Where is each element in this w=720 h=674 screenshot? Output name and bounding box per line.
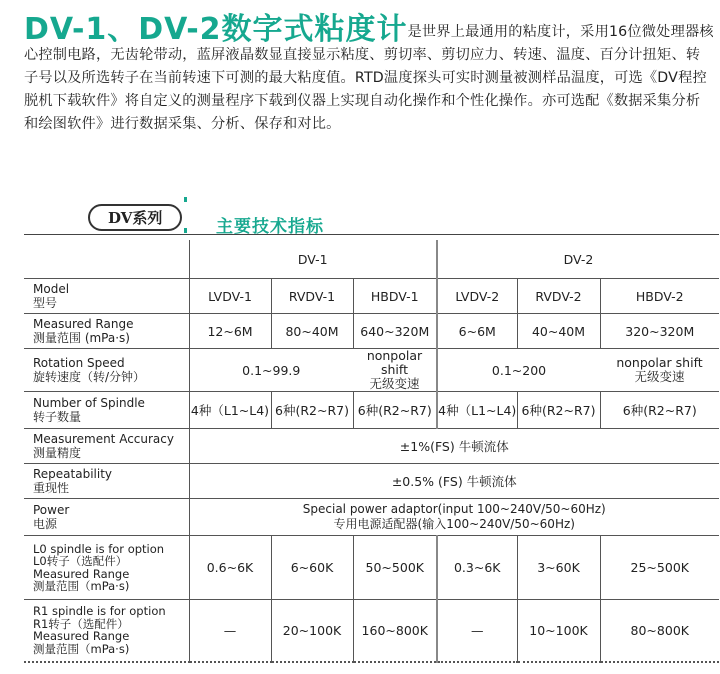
cell: 6种(R2~R7): [600, 392, 719, 429]
row-label: Measurement Accuracy 测量精度: [24, 429, 189, 464]
cell: —: [189, 600, 271, 662]
cell: 640~320M: [353, 314, 437, 349]
cell: RVDV-2: [517, 279, 600, 314]
cell: 0.1~99.9: [189, 349, 353, 392]
row-label: Number of Spindle 转子数量: [24, 392, 189, 429]
row-label: Model 型号: [24, 279, 189, 314]
cell: nonpolar shift 无级变速: [353, 349, 437, 392]
divider: [24, 234, 719, 235]
cell: 12~6M: [189, 314, 271, 349]
series-badge-wrap: [88, 204, 182, 234]
row-label: Measured Range 测量范围 (mPa·s): [24, 314, 189, 349]
cell: 80~800K: [600, 600, 719, 662]
cell: 6种(R2~R7): [353, 392, 437, 429]
table-row: [24, 600, 719, 662]
cell: 4种（L1~L4): [437, 392, 517, 429]
cell: Special power adaptor(input 100~240V/50~60Hz) 专用电源适配器(输入100~240V/50~60Hz): [189, 499, 719, 536]
series-badge: DV系列: [88, 204, 182, 231]
decor-dot: [184, 197, 187, 202]
table-row: [24, 464, 719, 499]
table-row: [24, 349, 719, 392]
cell: 0.6~6K: [189, 536, 271, 600]
row-label: Repeatability 重现性: [24, 464, 189, 499]
table-row: [24, 536, 719, 600]
cell: 50~500K: [353, 536, 437, 600]
cell: 320~320M: [600, 314, 719, 349]
cell: 0.3~6K: [437, 536, 517, 600]
group-header: DV-1: [189, 240, 437, 279]
table-row: [24, 499, 719, 536]
table-row: [24, 429, 719, 464]
cell: 4种（L1~L4): [189, 392, 271, 429]
product-title: DV-1、DV-2数字式粘度计: [24, 12, 408, 47]
cell: 25~500K: [600, 536, 719, 600]
cell: 3~60K: [517, 536, 600, 600]
cell: LVDV-1: [189, 279, 271, 314]
cell: nonpolar shift 无级变速: [600, 349, 719, 392]
row-label: Power 电源: [24, 499, 189, 536]
cell: 20~100K: [271, 600, 353, 662]
cell: ±0.5% (FS) 牛顿流体: [189, 464, 719, 499]
cell: LVDV-2: [437, 279, 517, 314]
cell: 6种(R2~R7): [517, 392, 600, 429]
group-header: DV-2: [437, 240, 719, 279]
section-title: 主要技术指标: [216, 217, 324, 237]
cell: 6~6M: [437, 314, 517, 349]
table-row: [24, 392, 719, 429]
cell: 6~60K: [271, 536, 353, 600]
cell: —: [437, 600, 517, 662]
row-label: R1 spindle is for option R1转子（选配件） Measured Range 测量范围（mPa·s): [24, 600, 189, 662]
cell: 160~800K: [353, 600, 437, 662]
cell: HBDV-1: [353, 279, 437, 314]
cell: RVDV-1: [271, 279, 353, 314]
row-label: Rotation Speed 旋转速度（转/分钟）: [24, 349, 189, 392]
table-row: [24, 314, 719, 349]
intro-text: 是世界上最通用的粘度计，采用16位微处理器核心控制电路，无齿轮带动，蓝屏液晶数显直接显示粘度、剪切率、剪切应力、转速、温度、百分计扭矩、转子号以及所选转子在当前转速下可测的最大粘度值。RTD温度探头可实时测量被测样品温度，可选《DV程控脱机下载软件》将自定义的测量程序下载到仪器上实现自动化操作和个性化操作。亦可选配《数据采集分析和绘图软件》进行数据采集、分析、保存和对比。: [24, 24, 714, 132]
decor-dot: [184, 228, 187, 233]
cell: 0.1~200: [437, 349, 600, 392]
intro-paragraph: [24, 12, 714, 136]
cell: 80~40M: [271, 314, 353, 349]
cell: 40~40M: [517, 314, 600, 349]
cell: 10~100K: [517, 600, 600, 662]
spec-table: [24, 240, 719, 663]
table-row: [24, 279, 719, 314]
row-label: L0 spindle is for option L0转子（选配件） Measured Range 测量范围（mPa·s): [24, 536, 189, 600]
table-row: [24, 240, 719, 279]
cell: HBDV-2: [600, 279, 719, 314]
cell: 6种(R2~R7): [271, 392, 353, 429]
cell: ±1%(FS) 牛顿流体: [189, 429, 719, 464]
